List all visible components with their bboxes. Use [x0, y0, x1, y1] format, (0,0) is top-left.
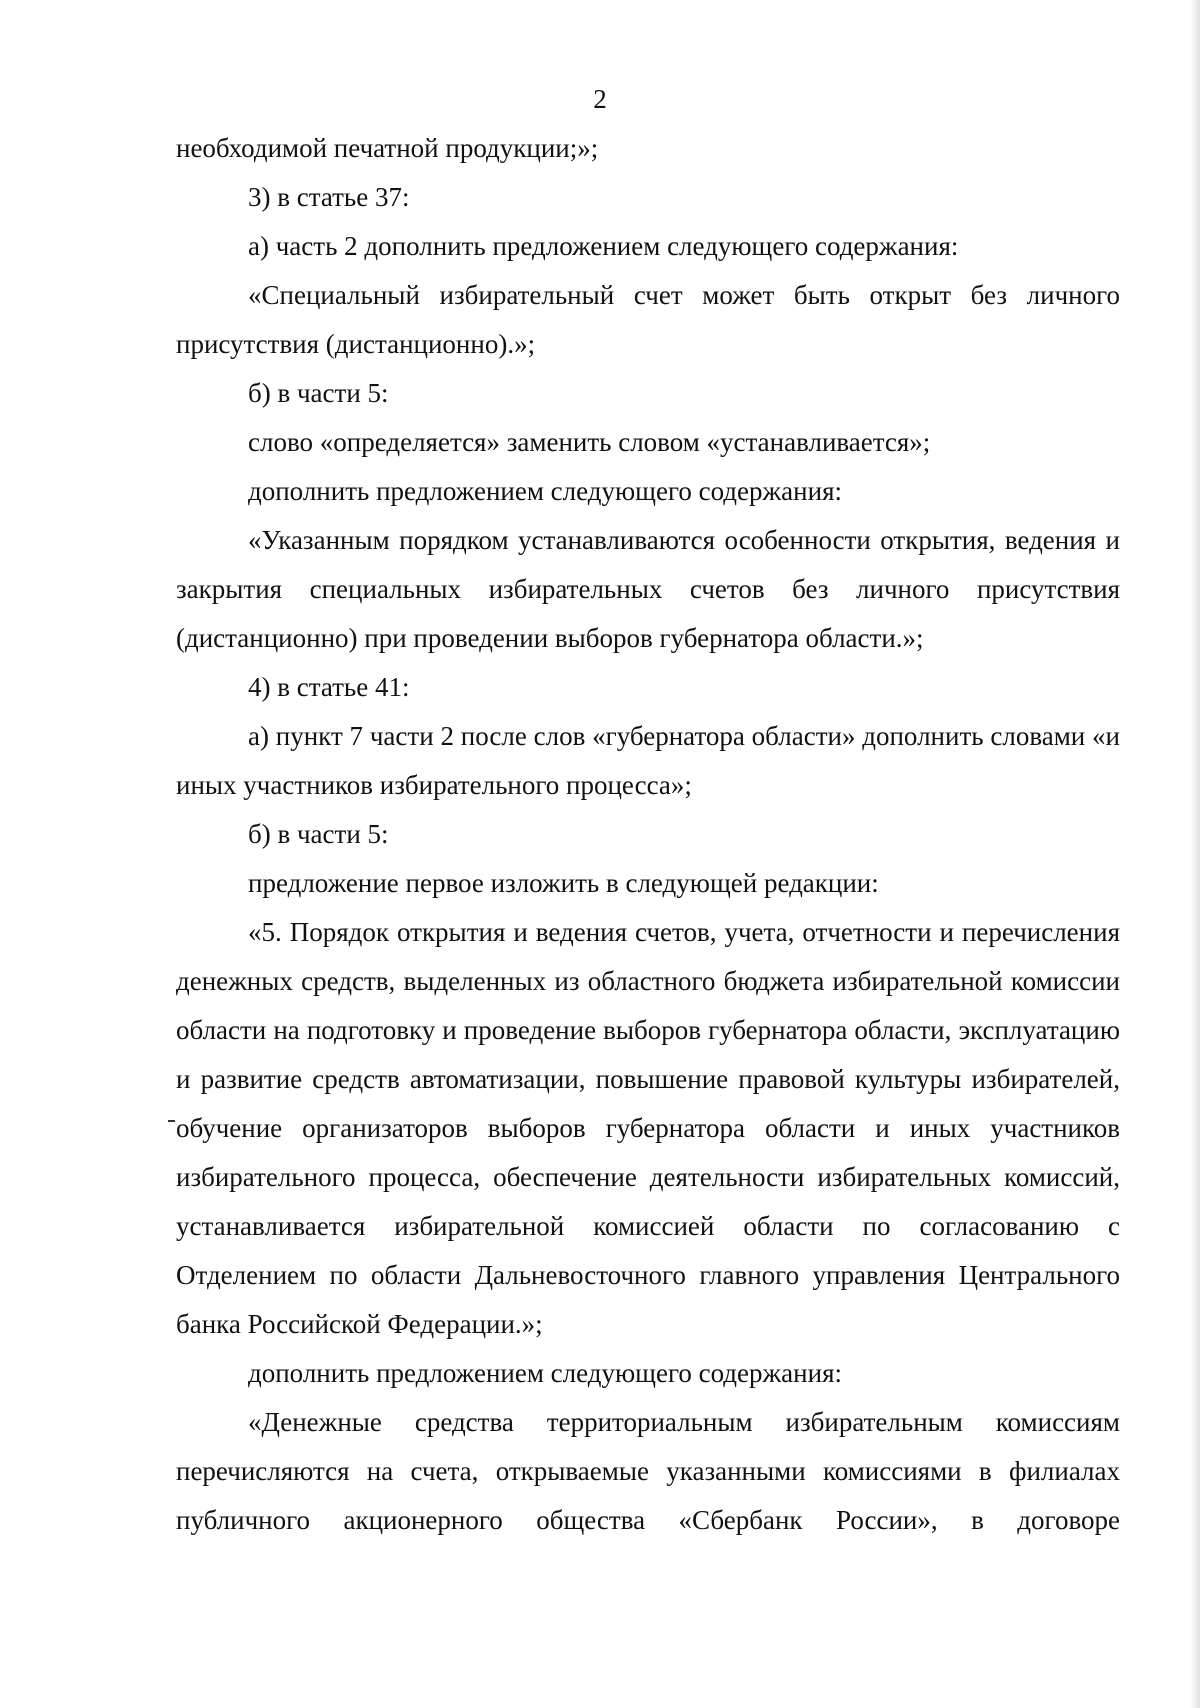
scan-edge-shadow [1190, 0, 1200, 1708]
paragraph-continuation: необходимой печатной продукции;»; [176, 133, 599, 163]
paragraph-word-replace: слово «определяется» заменить словом «устанавливается»; [248, 427, 931, 457]
paragraph-item-3: 3) в статье 37: [248, 182, 410, 212]
document-body [176, 124, 1120, 1545]
paragraph-item-4: 4) в статье 41: [248, 672, 410, 702]
paragraph-quote-procedure: «Указанным порядком устанавливаются особенности открытия, ведения и закрытия специальных избирательных счетов без личного присутствия (дистанционно) при проведении выборов губернатора области.»; [176, 525, 1120, 653]
paragraph-quote-special-account: «Специальный избирательный счет может быть открыт без личного присутствия (дистанционно).»; [176, 280, 1120, 359]
paragraph-add-sentence: дополнить предложением следующего содержания: [248, 476, 842, 506]
paragraph-first-sentence: предложение первое изложить в следующей редакции: [248, 868, 879, 898]
paragraph-quote-funds-continued: публичного акционерного общества «Сбербанк России», в договоре [176, 1505, 1120, 1535]
paragraph-add-sentence-2: дополнить предложением следующего содержания: [248, 1358, 842, 1388]
page-number: 2 [593, 84, 607, 114]
paragraph-quote-funds: «Денежные средства территориальным избирательным комиссиям перечисляются на счета, открываемые указанными комиссиями в филиалах [176, 1407, 1120, 1486]
scan-mark [168, 1120, 175, 1122]
paragraph-quote-article-5: «5. Порядок открытия и ведения счетов, учета, отчетности и перечисления денежных средств, выделенных из областного бюджета избирательной комиссии области на подготовку и проведение выборов губернатора области, эксплуатацию и развитие средств автоматизации, повышение правовой культуры избирателей, обучение организаторов выборов губернатора области и иных участников избирательного процесса, обеспечение деятельности избирательных комиссий, устанавливается избирательной комиссией области по согласованию с Отделением по области Дальневосточного главного управления Центрального банка Российской Федерации.»; [176, 917, 1120, 1339]
paragraph-item-4a: а) пункт 7 части 2 после слов «губернатора области» дополнить словами «и иных участников избирательного процесса»; [176, 721, 1120, 800]
paragraph-item-3b: б) в части 5: [248, 378, 389, 408]
paragraph-item-4b: б) в части 5: [248, 819, 389, 849]
paragraph-item-3a: а) часть 2 дополнить предложением следующего содержания: [248, 231, 959, 261]
